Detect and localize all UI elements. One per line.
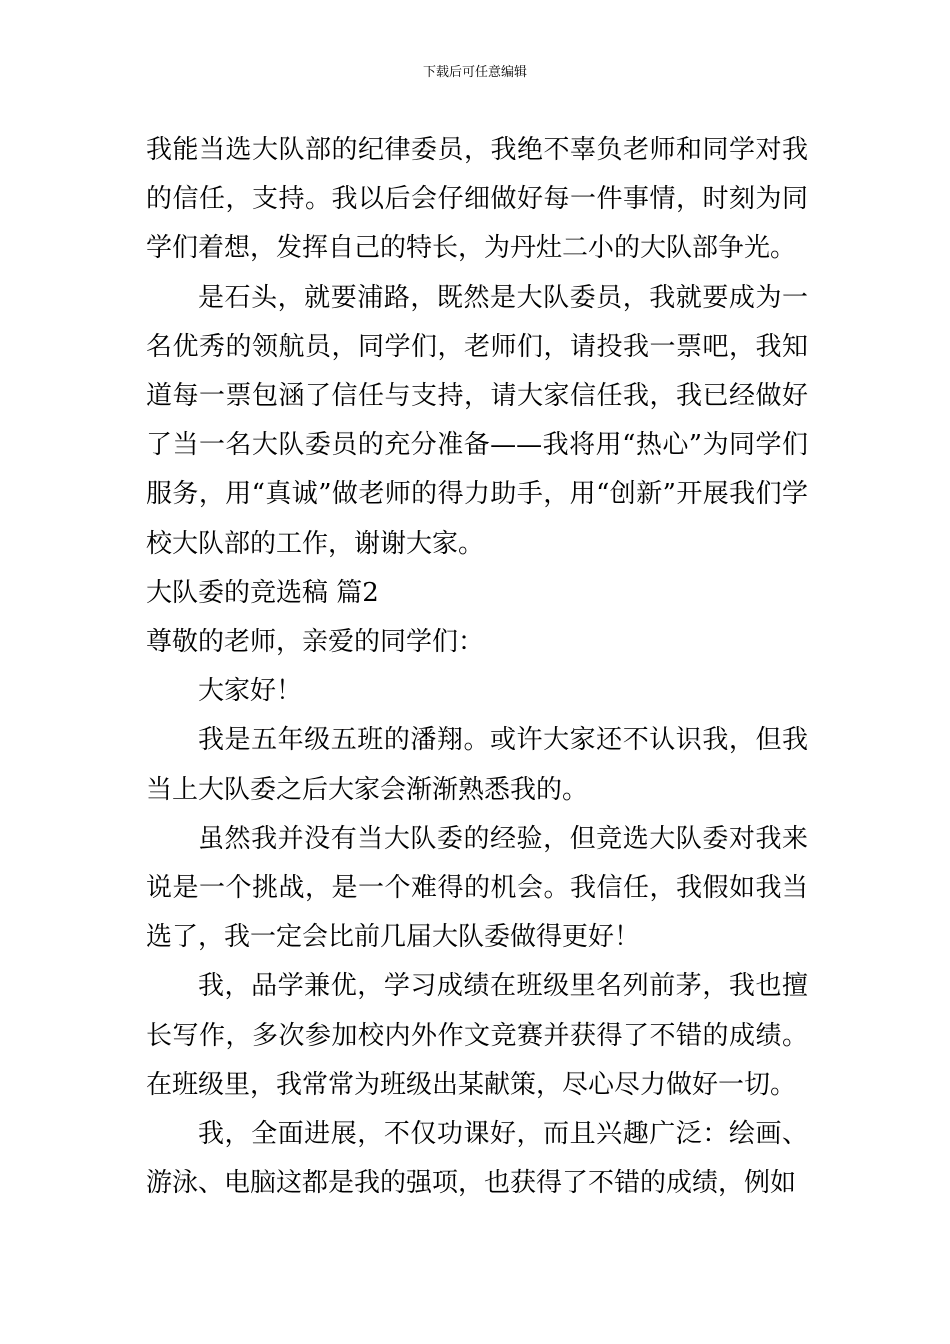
paragraph-2: 是石头，就要浦路，既然是大队委员，我就要成为一名优秀的领航员，同学们，老师们，请投我一票吧，我知道每一票包涵了信任与支持，请大家信任我，我已经做好了当一名大队委员的充分准备——我将用“热心”为同学们服务，用“真诚”做老师的得力助手，用“创新”开展我们学校大队部的工作，谢谢大家。: [146, 282, 808, 559]
paragraph-3: 我是五年级五班的潘翔。或许大家还不认识我，但我当上大队委之后大家会渐渐熟悉我的。: [146, 725, 808, 805]
greeting: 大家好！: [198, 676, 303, 707]
section-title: 大队委的竞选稿 篇2: [146, 577, 379, 608]
paragraph-5: 我，品学兼优，学习成绩在班级里名列前茅，我也擅长写作，多次参加校内外作文竞赛并获得了不错的成绩。在班级里，我常常为班级出某献策，尽心尽力做好一切。: [146, 971, 808, 1100]
paragraph-1: 我能当选大队部的纪律委员，我绝不辜负老师和同学对我的信任，支持。我以后会仔细做好每一件事情，时刻为同学们着想，发挥自己的特长，为丹灶二小的大队部争光。: [146, 135, 808, 264]
salutation: 尊敬的老师，亲爱的同学们：: [146, 627, 485, 658]
paragraph-4: 虽然我并没有当大队委的经验，但竞选大队委对我来说是一个挑战，是一个难得的机会。我信任，我假如我当选了，我一定会比前几届大队委做得更好！: [146, 823, 808, 953]
paragraph-6: 我，全面进展，不仅功课好，而且兴趣广泛：绘画、游泳、电脑这都是我的强项，也获得了不错的成绩，例如: [146, 1119, 808, 1199]
page-header: 下载后可任意编辑: [422, 65, 527, 80]
document-body: [146, 126, 808, 1208]
